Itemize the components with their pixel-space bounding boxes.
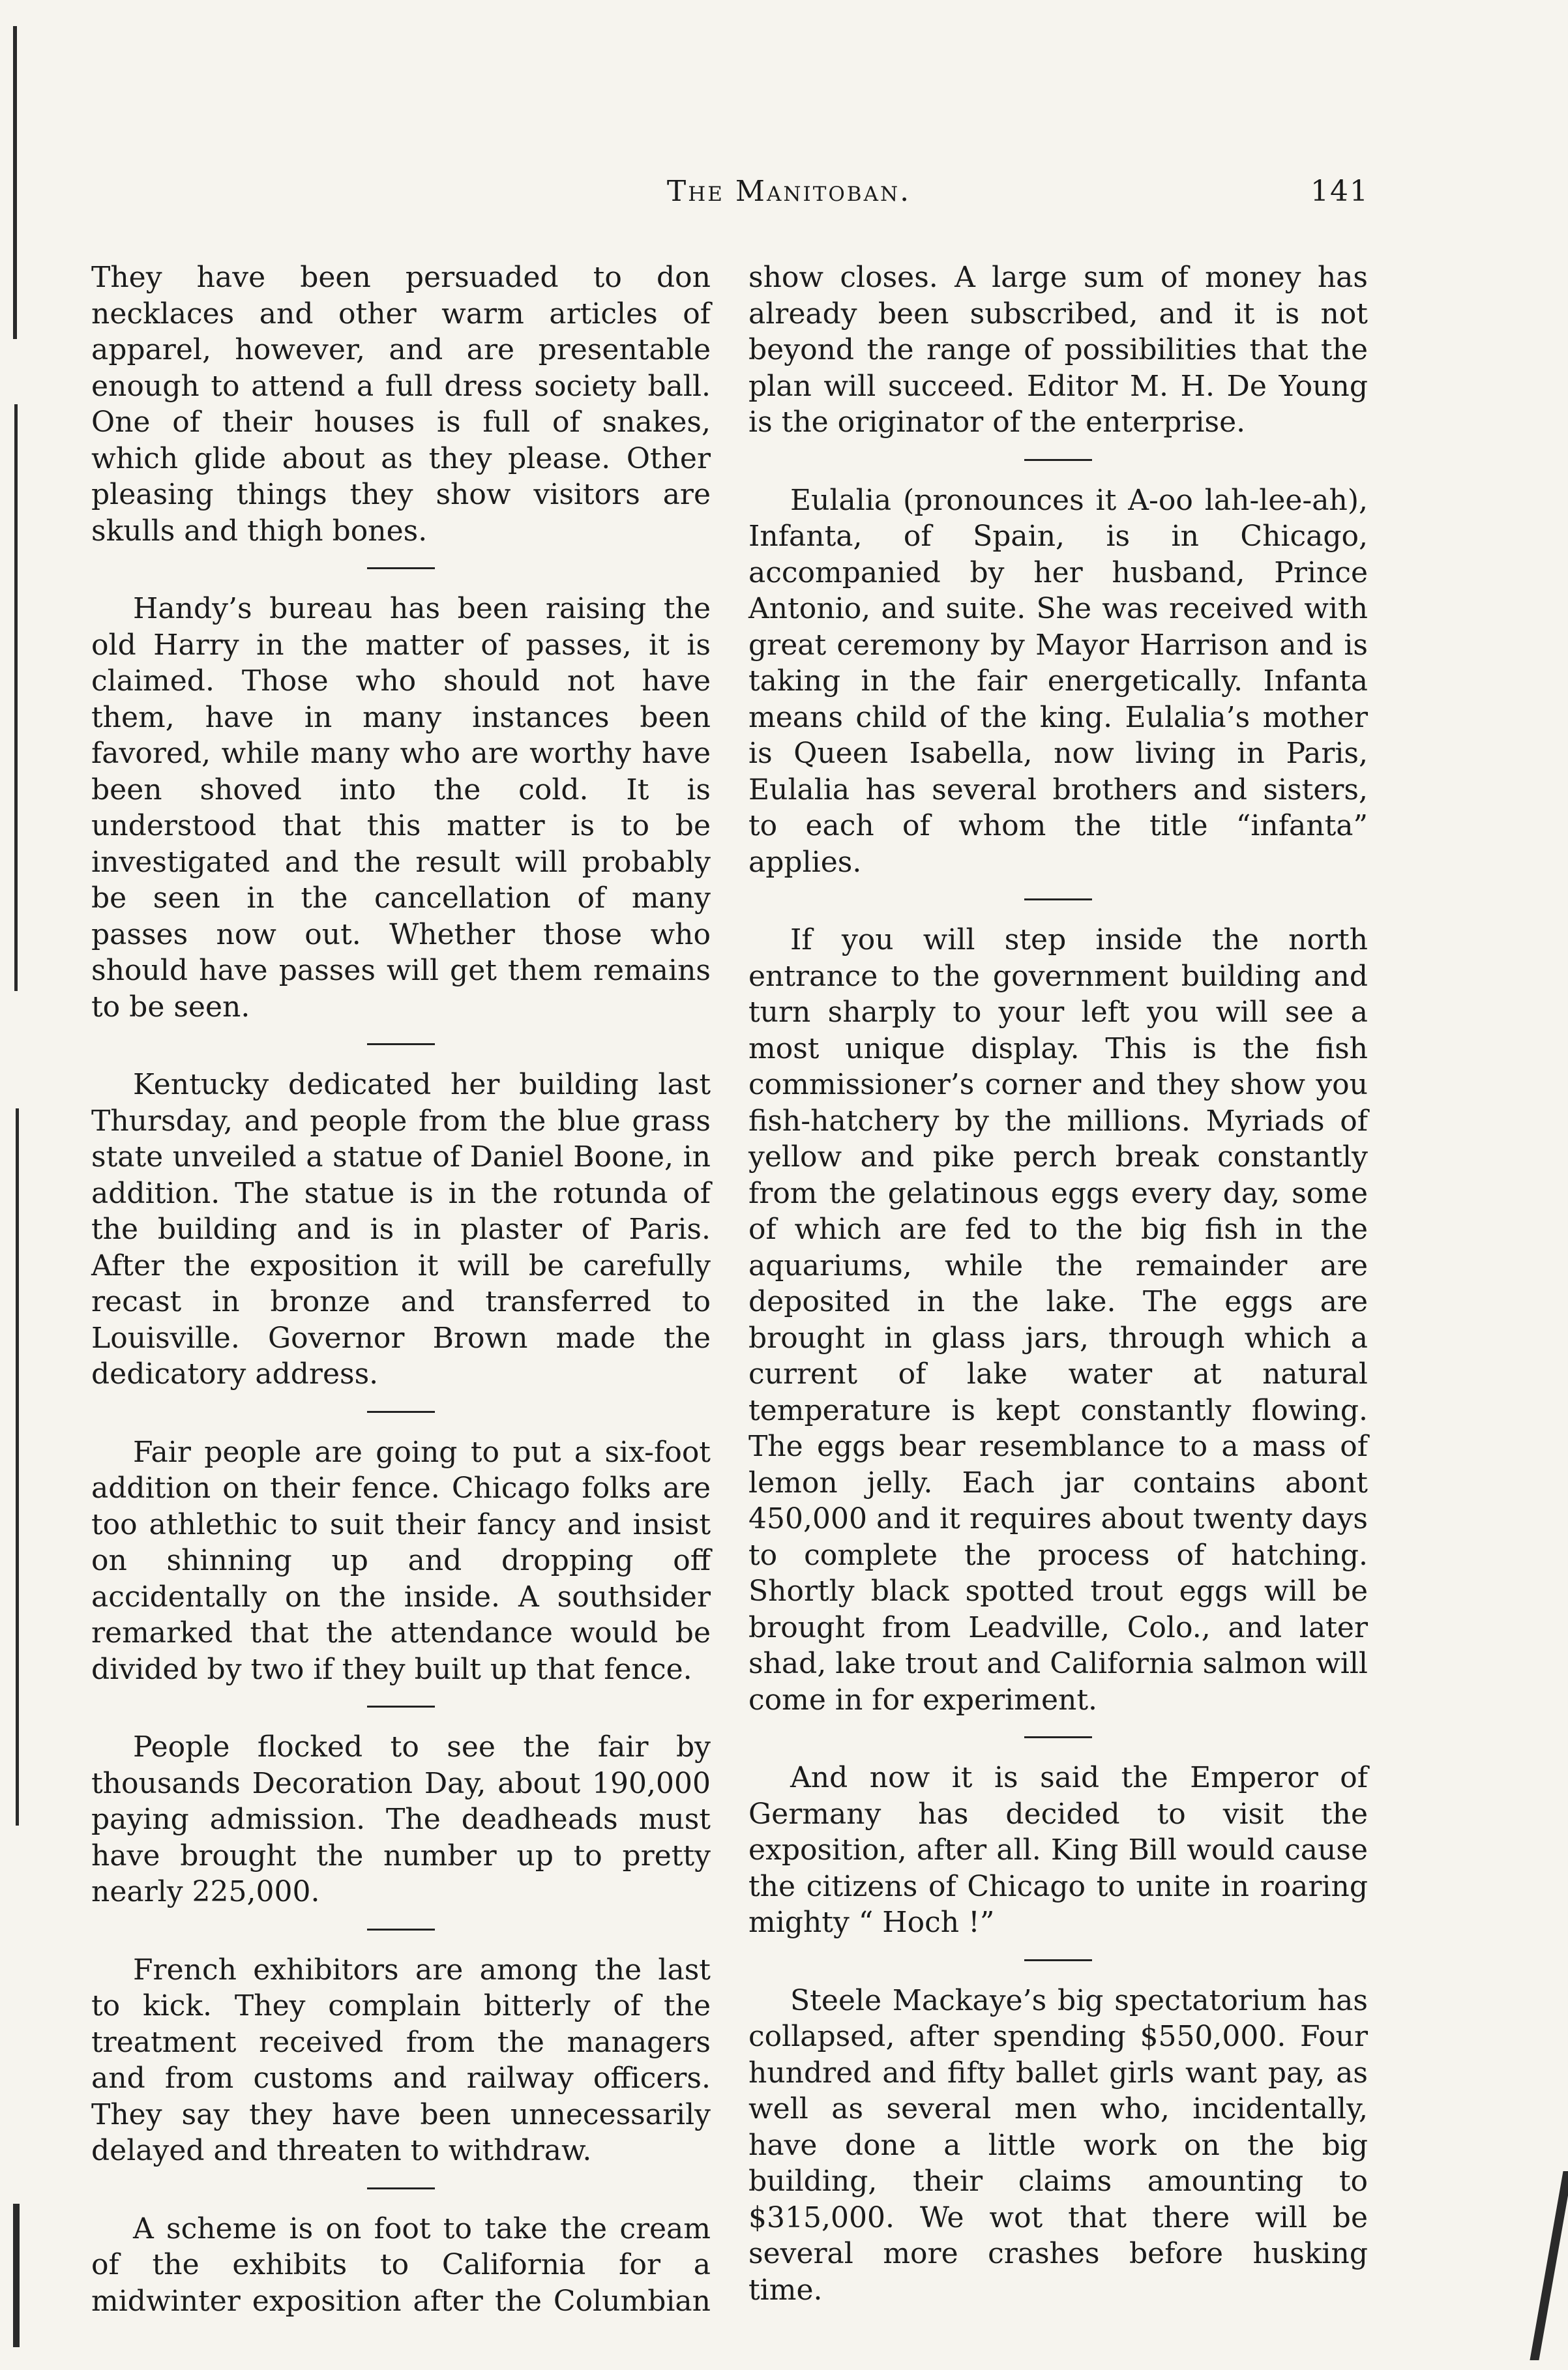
article-paragraph: French exhibitors are among the last to kick. They complain bitterly of the treatment received from the managers and from customs and railway officers. They say they have been unnecessarily delayed and threaten to withdraw. [91,1953,711,2167]
page-number: 141 [1310,175,1369,208]
article-paragraph: Handy’s bureau has been raising the old Harry in the matter of passes, it is claimed. Those who should not have them, have in many instances been favored, while many who are worthy have been shoved into the cold. It is understood that this matter is to be investigated and the result will probably be seen in the cancellation of many passes now out. Whether those who should have passes will get them remains to be seen. [91,592,711,1024]
left-column [91,259,711,2319]
article-paragraph: And now it is said the Emperor of Germany has decided to visit the exposition, after all. King Bill would cause the citizens of Chicago to unite in roaring mighty “ Hoch !” [748,1761,1368,1939]
article-paragraph: Kentucky dedicated her building last Thursday, and people from the blue grass state unveiled a statue of Daniel Boone, in addition. The statue is in the rotunda of the building and is in plaster of Paris. After the exposition it will be carefully recast in bronze and transferred to Louisville. Governor Brown made the dedicatory address. [91,1068,711,1391]
article-paragraph: Steele Mackaye’s big spectatorium has collapsed, after spending $550,000. Four hundred and fifty ballet girls want pay, as well as several men who, incidentally, have done a little work on the big building, their claims amounting to $315,000. We wot that there will be several more crashes before husking time. [748,1983,1368,2307]
separator-rule [367,1929,435,1931]
separator-rule [367,1706,435,1708]
running-title [593,175,984,208]
article-paragraph: show closes. A large sum of money has already been subscribed, and it is not beyond the range of possibilities that the plan will succeed. Editor M. H. De Young is the originator of the enterprise. [748,261,1368,439]
scan-edge-right-bottom [1530,2171,1568,2360]
scan-edge-left-low [16,1108,19,1826]
separator-rule [1024,898,1092,900]
right-column [748,259,1368,2308]
scan-edge-left-bottom [13,2204,20,2347]
article-paragraph: Eulalia (pronounces it A-oo lah-lee-ah), Infanta, of Spain, is in Chicago, accompanied by her husband, Prince Antonio, and suite. She was received with great ceremony by Mayor Harrison and is taking in the fair energetically. Infanta means child of the king. Eulalia’s mother is Queen Isabella, now living in Paris, Eulalia has several brothers and sisters, to each of whom the title “infanta” applies. [748,483,1368,879]
article-paragraph: People flocked to see the fair by thousands Decoration Day, about 190,000 paying admission. The deadheads must have brought the number up to pretty nearly 225,000. [91,1730,711,1908]
separator-rule [367,567,435,569]
article-paragraph: Fair people are going to put a six-foot addition on their fence. Chicago folks are too athlethic to suit their fancy and insist on shinning up and dropping off accidentally on the inside. A southsider remarked that the attendance would be divided by two if they built up that fence. [91,1435,711,1686]
separator-rule [367,2187,435,2189]
scan-edge-left-mid [14,404,18,991]
scan-edge-left-top [13,26,17,339]
separator-rule [1024,1736,1092,1738]
running-title-text: The Manitoban. [666,175,911,208]
article-paragraph: A scheme is on foot to take the cream of the exhibits to California for a midwinter exposition after the Columbian [91,2212,711,2318]
separator-rule [367,1411,435,1413]
separator-rule [367,1043,435,1045]
article-paragraph: If you will step inside the north entrance to the government building and turn sharply to your left you will see a most unique display. This is the fish commissioner’s corner and they show you fish-hatchery by the millions. Myriads of yellow and pike perch break constantly from the gelatinous eggs every day, some of which are fed to the big fish in the aquariums, while the remainder are deposited in the lake. The eggs are brought in glass jars, through which a current of lake water at natural temperature is kept constantly flowing. The eggs bear resemblance to a mass of lemon jelly. Each jar contains abont 450,000 and it requires about twenty days to complete the process of hatching. Shortly black spotted trout eggs will be brought from Leadville, Colo., and later shad, lake trout and California salmon will come in for experiment. [748,923,1368,1717]
article-paragraph: They have been persuaded to don necklaces and other warm articles of apparel, however, and are presentable enough to attend a full dress society ball. One of their houses is full of snakes, which glide about as they please. Other pleasing things they show visitors are skulls and thigh bones. [91,261,711,548]
page-header [91,175,1395,220]
separator-rule [1024,459,1092,461]
separator-rule [1024,1959,1092,1961]
